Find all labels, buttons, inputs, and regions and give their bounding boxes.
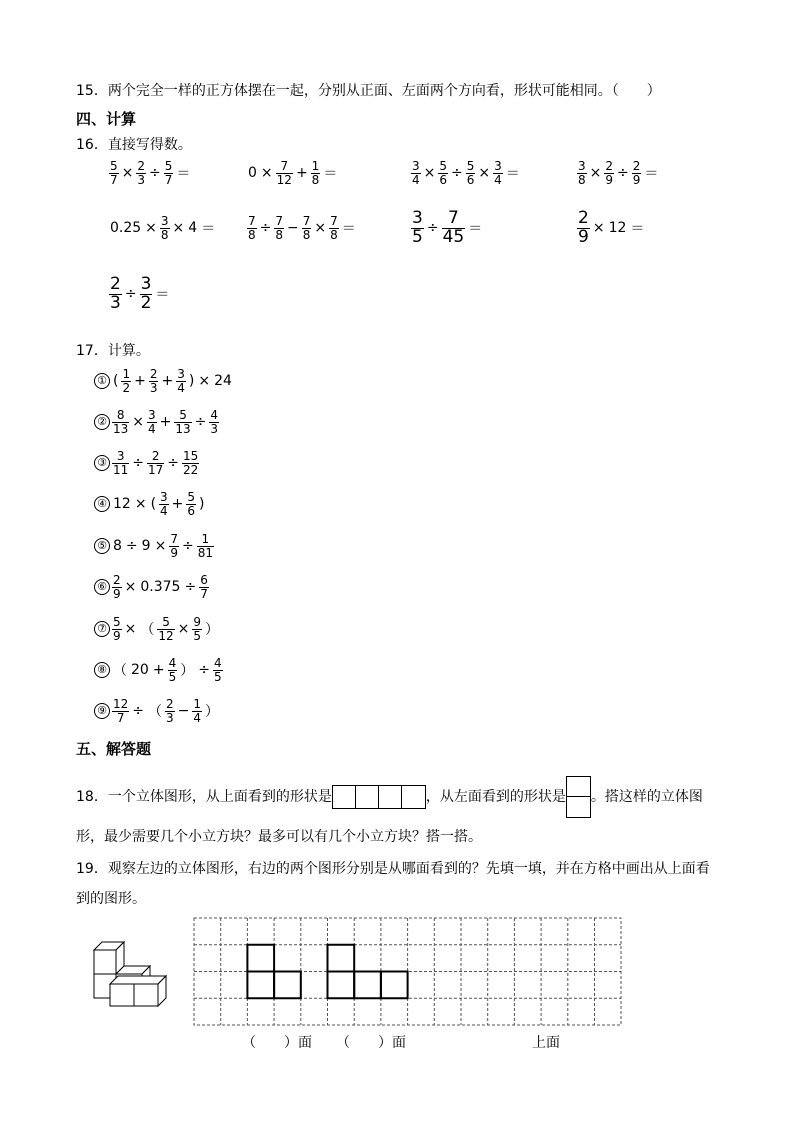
q16-expr-3: $\frac{3}{4}$ × $\frac{5}{6}$ ÷ $\frac{5}{6}$ × $\frac{3}{4}$ ＝ xyxy=(412,159,520,187)
fraction: $\frac{3}{8}$ xyxy=(160,214,169,242)
fraction: $\frac{4}{5}$ xyxy=(168,656,177,684)
q17-item-5: ⑤ 8 ÷ 9 × $\frac{7}{9}$ ÷ $\frac{1}{81}$ xyxy=(94,533,215,559)
fraction: $\frac{1}{8}$ xyxy=(311,159,320,187)
q16-expr-8: $\frac{2}{9}$ × 12 ＝ xyxy=(578,208,645,247)
fraction: $\frac{3}{11}$ xyxy=(113,449,129,477)
question-18: 18．一个立体图形，从上面看到的形状是 ，从左面看到的形状是 。搭这样的立体图 xyxy=(76,776,703,818)
top-view-label: 上面 xyxy=(532,1035,560,1051)
top-view-shape xyxy=(332,785,426,809)
fraction: $\frac{5}{6}$ xyxy=(187,490,196,518)
left-view-shape xyxy=(566,776,591,818)
face-label-1: （ ）面 xyxy=(242,1035,312,1051)
fraction: $\frac{3}{2}$ xyxy=(140,274,152,313)
fraction: $\frac{2}{3}$ xyxy=(110,274,121,313)
fraction: $\frac{2}{3}$ xyxy=(166,697,174,725)
fraction: $\frac{7}{45}$ xyxy=(442,208,465,247)
view-shape-2 xyxy=(328,945,408,999)
fraction: $\frac{2}{9}$ xyxy=(113,573,121,601)
section-5-title: 五、解答题 xyxy=(76,740,152,758)
fraction: $\frac{2}{9}$ xyxy=(632,159,641,187)
q16-expr-9: $\frac{2}{3}$ ÷ $\frac{3}{2}$ ＝ xyxy=(110,274,170,313)
fraction: $\frac{4}{5}$ xyxy=(213,656,222,684)
view-shape-1 xyxy=(247,945,300,999)
question-16: 16．直接写得数。 xyxy=(76,137,192,153)
fraction: $\frac{7}{8}$ xyxy=(248,214,256,242)
q17-item-3: ③ $\frac{3}{11}$ ÷ $\frac{2}{17}$ ÷ $\frac{15}{22}$ xyxy=(94,450,200,476)
q17-item-7: ⑦ $\frac{5}{9}$ × （ $\frac{5}{12}$ × $\frac{9}{5}$ ） xyxy=(94,616,221,642)
fraction: $\frac{5}{7}$ xyxy=(164,159,173,187)
fraction: $\frac{2}{3}$ xyxy=(149,367,158,395)
fraction: $\frac{5}{6}$ xyxy=(439,159,448,187)
question-18-cont: 形，最少需要几个小立方块？最多可以有几个小立方块？搭一搭。 xyxy=(76,829,482,845)
fraction: $\frac{9}{5}$ xyxy=(193,615,202,643)
q16-expr-6: $\frac{7}{8}$ ÷ $\frac{7}{8}$ − $\frac{7}{8}$ × $\frac{7}{8}$ ＝ xyxy=(248,214,356,242)
fraction: $\frac{7}{8}$ xyxy=(330,214,338,242)
fraction: $\frac{5}{7}$ xyxy=(110,159,118,187)
q16-expr-5: 0.25 × $\frac{3}{8}$ × 4 ＝ xyxy=(110,214,216,242)
q17-item-8: ⑧ （ 20 + $\frac{4}{5}$ ） ÷ $\frac{4}{5}$ xyxy=(94,657,224,683)
fraction: $\frac{6}{7}$ xyxy=(200,573,208,601)
fraction: $\frac{15}{22}$ xyxy=(183,449,199,477)
fraction: $\frac{1}{2}$ xyxy=(122,367,131,395)
fraction: $\frac{12}{7}$ xyxy=(113,697,129,725)
fraction: $\frac{7}{9}$ xyxy=(170,532,178,560)
fraction: $\frac{7}{8}$ xyxy=(302,214,311,242)
question-17: 17．计算。 xyxy=(76,343,150,359)
fraction: $\frac{4}{3}$ xyxy=(210,408,219,436)
fraction: $\frac{1}{4}$ xyxy=(193,697,202,725)
fraction: $\frac{2}{9}$ xyxy=(605,159,614,187)
face-label-2: （ ）面 xyxy=(336,1035,406,1051)
q17-item-6: ⑥ $\frac{2}{9}$ × 0.375 ÷ $\frac{6}{7}$ xyxy=(94,574,210,600)
question-19: 19．观察左边的立体图形，右边的两个图形分别是从哪面看到的？先填一填，并在方格中画出从上面看 xyxy=(76,861,710,877)
answer-grid xyxy=(193,917,623,1027)
fraction: $\frac{5}{12}$ xyxy=(158,615,174,643)
q16-expr-4: $\frac{3}{8}$ × $\frac{2}{9}$ ÷ $\frac{2}{9}$ ＝ xyxy=(578,159,659,187)
fraction: $\frac{5}{13}$ xyxy=(175,408,191,436)
q17-item-2: ② $\frac{8}{13}$ × $\frac{3}{4}$ + $\frac{5}{13}$ ÷ $\frac{4}{3}$ xyxy=(94,409,220,435)
fraction: $\frac{2}{17}$ xyxy=(148,449,164,477)
fraction: $\frac{5}{9}$ xyxy=(113,615,121,643)
fraction: $\frac{3}{4}$ xyxy=(177,367,185,395)
fraction: $\frac{3}{4}$ xyxy=(494,159,502,187)
section-4-title: 四、计算 xyxy=(76,110,137,128)
fraction: $\frac{3}{4}$ xyxy=(148,408,156,436)
fraction: $\frac{2}{9}$ xyxy=(578,208,589,247)
cube-stack-figure xyxy=(90,938,170,1008)
fraction: $\frac{3}{5}$ xyxy=(412,208,423,247)
fraction: $\frac{8}{13}$ xyxy=(113,408,129,436)
fraction: $\frac{5}{6}$ xyxy=(466,159,475,187)
fraction: $\frac{7}{8}$ xyxy=(275,214,284,242)
q16-expr-2: 0 × $\frac{7}{12}$ + $\frac{1}{8}$ ＝ xyxy=(248,159,338,187)
q17-item-1: ① ( $\frac{1}{2}$ + $\frac{2}{3}$ + $\frac{3}{4}$ ) × 24 xyxy=(94,368,234,394)
q17-item-4: ④ 12 × ( $\frac{3}{4}$ + $\frac{5}{6}$ ) xyxy=(94,491,207,517)
question-19-cont: 到的图形。 xyxy=(76,891,146,907)
fraction: $\frac{1}{81}$ xyxy=(197,532,213,560)
fraction: $\frac{3}{4}$ xyxy=(412,159,420,187)
q17-item-9: ⑨ $\frac{12}{7}$ ÷ （ $\frac{2}{3}$ − $\frac{1}{4}$ ） xyxy=(94,698,221,724)
q16-expr-7: $\frac{3}{5}$ ÷ $\frac{7}{45}$ ＝ xyxy=(412,208,483,247)
fraction: $\frac{7}{12}$ xyxy=(276,159,292,187)
q16-expr-1: $\frac{5}{7}$ × $\frac{2}{3}$ ÷ $\frac{5}{7}$ ＝ xyxy=(110,159,191,187)
fraction: $\frac{2}{3}$ xyxy=(137,159,146,187)
fraction: $\frac{3}{4}$ xyxy=(160,490,168,518)
fraction: $\frac{3}{8}$ xyxy=(578,159,586,187)
question-15: 15．两个完全一样的正方体摆在一起，分别从正面、左面两个方向看，形状可能相同。（ ） xyxy=(76,83,661,99)
